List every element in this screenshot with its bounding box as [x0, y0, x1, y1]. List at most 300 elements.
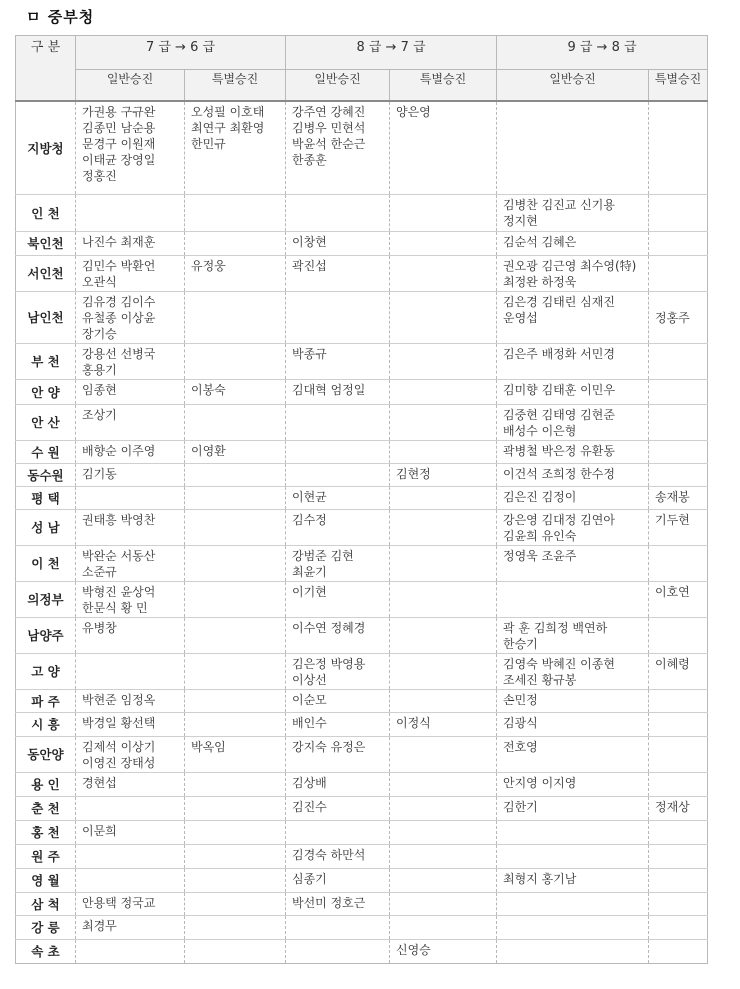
name-cell [76, 255, 185, 291]
name-cell [497, 712, 649, 736]
name-list [286, 405, 389, 408]
name-cell [76, 653, 185, 689]
region-name: 지방청 [16, 101, 76, 194]
name-cell [390, 509, 497, 545]
table-row [16, 892, 708, 915]
name-list [649, 893, 707, 896]
name-list: 박현준 임정옥 [82, 692, 156, 707]
name-cell [76, 581, 185, 617]
name-list: 이봉숙 [191, 382, 226, 397]
name-list [649, 618, 707, 621]
name-list: 김현정 [396, 466, 431, 481]
name-cell [390, 291, 497, 343]
name-list [185, 195, 285, 198]
table-row [16, 915, 708, 939]
name-list [649, 940, 707, 943]
name-list: 신영승 [396, 942, 431, 957]
table-row [16, 868, 708, 892]
name-list [185, 797, 285, 800]
region-name: 인 천 [16, 194, 76, 231]
name-cell [497, 545, 649, 581]
name-cell [286, 653, 390, 689]
name-list: 김영숙 박혜진 이종현 조세진 황규봉 [503, 656, 615, 687]
sub-header: 일반승진 [286, 70, 390, 102]
name-list [390, 893, 496, 896]
name-cell [76, 379, 185, 404]
name-cell [185, 486, 286, 509]
name-list: 김미향 김태훈 이민우 [503, 382, 615, 397]
name-cell [76, 194, 185, 231]
name-cell [497, 772, 649, 796]
name-cell [649, 689, 708, 712]
name-list [649, 256, 707, 259]
name-list [649, 195, 707, 198]
name-list [390, 821, 496, 824]
name-list: 이기현 [292, 584, 327, 599]
name-list [497, 893, 648, 896]
name-list [390, 441, 496, 444]
name-cell [497, 736, 649, 772]
region-name: 용 인 [16, 772, 76, 796]
name-cell [286, 379, 390, 404]
name-list [185, 582, 285, 585]
name-list: 이호연 [655, 584, 690, 599]
table-row [16, 291, 708, 343]
name-cell [649, 892, 708, 915]
name-cell [286, 736, 390, 772]
region-name: 파 주 [16, 689, 76, 712]
name-cell [390, 404, 497, 440]
table-row [16, 581, 708, 617]
name-list: 이정식 [396, 715, 431, 730]
name-cell [497, 581, 649, 617]
name-list: 경현섭 [82, 775, 117, 790]
name-list [390, 797, 496, 800]
name-list [76, 654, 184, 657]
name-cell [497, 440, 649, 463]
name-list: 강용선 선병국 홍용기 [82, 346, 156, 377]
region-name: 부 천 [16, 343, 76, 379]
table-row [16, 343, 708, 379]
name-cell [185, 736, 286, 772]
name-list [649, 713, 707, 716]
name-cell [497, 291, 649, 343]
name-list: 강은영 김대정 김연아 김윤희 유인숙 [503, 512, 615, 543]
name-cell [286, 255, 390, 291]
name-cell [649, 939, 708, 963]
name-list [390, 510, 496, 513]
region-name: 안 양 [16, 379, 76, 404]
name-cell [390, 689, 497, 712]
name-list [390, 869, 496, 872]
table-row [16, 712, 708, 736]
name-list [649, 690, 707, 693]
name-cell [286, 772, 390, 796]
region-name: 시 흥 [16, 712, 76, 736]
name-list: 권태흥 박영찬 [82, 512, 156, 527]
name-cell [390, 868, 497, 892]
table-row [16, 379, 708, 404]
name-list [497, 102, 648, 105]
region-name: 안 산 [16, 404, 76, 440]
name-cell [286, 915, 390, 939]
name-list: 심종기 [292, 871, 327, 886]
grade-group-header: 8 급 → 7 급 [286, 36, 497, 70]
name-cell [185, 509, 286, 545]
table-row [16, 255, 708, 291]
region-name: 동안양 [16, 736, 76, 772]
name-cell [497, 343, 649, 379]
name-cell [390, 844, 497, 868]
name-list: 정재상 [655, 799, 690, 814]
name-cell [185, 255, 286, 291]
region-name: 속 초 [16, 939, 76, 963]
name-cell [76, 939, 185, 963]
name-list: 김경숙 하만석 [292, 847, 366, 862]
name-list [185, 618, 285, 621]
table-row [16, 796, 708, 820]
name-cell [185, 463, 286, 486]
name-list: 나진수 최재훈 [82, 234, 156, 249]
name-list [390, 380, 496, 383]
name-list: 가권용 구규완 김종민 남순용 문경구 이원재 이태균 장영일 정홍진 [82, 105, 156, 183]
name-cell [497, 463, 649, 486]
name-cell [497, 509, 649, 545]
name-list [286, 821, 389, 824]
name-cell [390, 939, 497, 963]
name-list [286, 441, 389, 444]
name-list [649, 405, 707, 408]
name-list [649, 916, 707, 919]
name-list: 정홍주 [655, 310, 690, 325]
name-cell [390, 545, 497, 581]
name-cell [76, 772, 185, 796]
name-list [649, 344, 707, 347]
table-row [16, 820, 708, 844]
name-list [185, 940, 285, 943]
region-name: 동수원 [16, 463, 76, 486]
name-cell [76, 796, 185, 820]
name-list: 김대혁 엄정일 [292, 382, 366, 397]
name-cell [76, 820, 185, 844]
name-cell [649, 653, 708, 689]
name-list: 강주연 강혜진 김병우 민현석 박윤석 한순근 한종훈 [292, 105, 366, 167]
table-row [16, 689, 708, 712]
name-list [390, 845, 496, 848]
name-cell [76, 736, 185, 772]
name-list: 양은영 [396, 105, 431, 119]
promotion-table [15, 35, 708, 964]
name-list [390, 232, 496, 235]
region-name: 서인천 [16, 255, 76, 291]
name-list: 최경무 [82, 918, 117, 933]
name-cell [390, 343, 497, 379]
name-list [185, 654, 285, 657]
name-cell [649, 736, 708, 772]
name-list: 김유경 김이수 유철종 이상윤 장기승 [82, 294, 156, 341]
sub-header: 특별승진 [185, 70, 286, 102]
name-list [649, 869, 707, 872]
name-cell [497, 689, 649, 712]
region-name: 남양주 [16, 617, 76, 653]
name-cell [649, 404, 708, 440]
grade-group-header: 9 급 → 8 급 [497, 36, 708, 70]
name-cell [76, 343, 185, 379]
name-list [649, 380, 707, 383]
name-cell [185, 796, 286, 820]
name-cell [497, 820, 649, 844]
table-row [16, 509, 708, 545]
name-cell [76, 844, 185, 868]
name-list [185, 405, 285, 408]
name-list: 배향순 이주영 [82, 443, 156, 458]
name-cell [185, 915, 286, 939]
name-list [649, 102, 707, 105]
name-cell [286, 463, 390, 486]
name-list [390, 618, 496, 621]
name-list: 김순석 김혜은 [503, 234, 577, 249]
name-cell [286, 689, 390, 712]
name-cell [185, 379, 286, 404]
region-name: 평 택 [16, 486, 76, 509]
name-list: 박형진 윤상억 한문식 황 민 [82, 584, 156, 615]
name-cell [649, 194, 708, 231]
name-list [76, 845, 184, 848]
name-list [76, 195, 184, 198]
name-list [497, 916, 648, 919]
name-cell [649, 915, 708, 939]
region-name: 고 양 [16, 653, 76, 689]
name-cell [497, 844, 649, 868]
name-list: 김은정 박영용 이상선 [292, 656, 366, 687]
name-cell [185, 868, 286, 892]
name-cell [286, 892, 390, 915]
name-list [185, 845, 285, 848]
name-cell [185, 440, 286, 463]
name-list [390, 582, 496, 585]
name-cell [286, 712, 390, 736]
section-title: ㅁ 중부청 [26, 8, 95, 26]
name-list [185, 232, 285, 235]
table-row [16, 463, 708, 486]
name-list [76, 487, 184, 490]
name-list: 곽병철 박은정 유환동 [503, 443, 615, 458]
name-cell [497, 653, 649, 689]
grade-group-header: 7 급 → 6 급 [76, 36, 286, 70]
name-cell [390, 379, 497, 404]
name-cell [185, 101, 286, 194]
sub-header: 특별승진 [390, 70, 497, 102]
region-name: 춘 천 [16, 796, 76, 820]
name-cell [76, 291, 185, 343]
name-list [497, 582, 648, 585]
name-list [185, 916, 285, 919]
name-cell [286, 939, 390, 963]
name-cell [390, 255, 497, 291]
name-cell [649, 868, 708, 892]
region-name: 남인천 [16, 291, 76, 343]
name-cell [390, 892, 497, 915]
name-cell [286, 194, 390, 231]
name-list: 권오광 김근영 최수영(特) 최정완 하정욱 [503, 258, 637, 289]
name-cell [286, 796, 390, 820]
name-list: 곽 훈 김희정 백연하 한승기 [503, 620, 608, 651]
name-cell [649, 796, 708, 820]
name-list [185, 893, 285, 896]
table-row [16, 653, 708, 689]
name-list [649, 546, 707, 549]
name-cell [649, 231, 708, 255]
name-cell [286, 343, 390, 379]
name-cell [185, 194, 286, 231]
name-list: 최형지 홍기남 [503, 871, 577, 886]
name-list [286, 195, 389, 198]
name-cell [185, 844, 286, 868]
name-list: 김중현 김태영 김현준 배성수 이은형 [503, 407, 615, 438]
name-cell [649, 101, 708, 194]
name-list: 송재봉 [655, 489, 690, 504]
name-list [390, 405, 496, 408]
name-cell [286, 581, 390, 617]
name-cell [649, 255, 708, 291]
name-cell [286, 101, 390, 194]
name-list: 강지숙 유정은 [292, 739, 366, 754]
region-name: 이 천 [16, 545, 76, 581]
name-cell [390, 101, 497, 194]
name-list: 유정웅 [191, 258, 226, 273]
table-row [16, 617, 708, 653]
name-list [286, 940, 389, 943]
table-body [16, 101, 708, 963]
name-cell [185, 939, 286, 963]
table-row [16, 736, 708, 772]
name-list [649, 773, 707, 776]
name-cell [76, 892, 185, 915]
name-cell [497, 101, 649, 194]
name-cell [286, 844, 390, 868]
region-name: 북인천 [16, 231, 76, 255]
region-name: 수 원 [16, 440, 76, 463]
table-row [16, 440, 708, 463]
region-name: 홍 천 [16, 820, 76, 844]
name-list: 김은진 김정이 [503, 489, 577, 504]
name-list [185, 487, 285, 490]
region-name: 강 릉 [16, 915, 76, 939]
name-list [390, 654, 496, 657]
name-list: 이혜령 [655, 656, 690, 671]
name-cell [649, 463, 708, 486]
name-cell [185, 545, 286, 581]
name-list [390, 487, 496, 490]
name-list [649, 737, 707, 740]
name-cell [497, 892, 649, 915]
name-list [185, 773, 285, 776]
name-cell [649, 440, 708, 463]
sub-header: 일반승진 [76, 70, 185, 102]
name-cell [185, 892, 286, 915]
name-list [185, 344, 285, 347]
name-cell [390, 712, 497, 736]
name-cell [390, 581, 497, 617]
name-cell [76, 231, 185, 255]
name-cell [497, 379, 649, 404]
name-cell [185, 772, 286, 796]
name-list [390, 292, 496, 295]
name-list: 전호영 [503, 739, 538, 754]
name-list: 김상배 [292, 775, 327, 790]
name-list [649, 464, 707, 467]
table-row [16, 404, 708, 440]
name-list [497, 940, 648, 943]
name-list: 김민수 박환언 오관식 [82, 258, 156, 289]
name-cell [286, 820, 390, 844]
name-list [390, 737, 496, 740]
name-cell [390, 617, 497, 653]
name-cell [76, 712, 185, 736]
name-list [390, 546, 496, 549]
name-list: 김제석 이상기 이영진 장태성 [82, 739, 156, 770]
name-cell [649, 581, 708, 617]
sub-header: 일반승진 [497, 70, 649, 102]
name-list [497, 845, 648, 848]
name-list [286, 916, 389, 919]
name-cell [286, 291, 390, 343]
name-cell [649, 379, 708, 404]
name-cell [497, 255, 649, 291]
name-list [390, 256, 496, 259]
name-list: 이영환 [191, 443, 226, 458]
name-list: 박종규 [292, 346, 327, 361]
name-list: 김광식 [503, 715, 538, 730]
name-cell [497, 486, 649, 509]
name-cell [390, 231, 497, 255]
name-cell [76, 617, 185, 653]
name-list [76, 797, 184, 800]
name-list [649, 845, 707, 848]
name-list: 배인수 [292, 715, 327, 730]
name-cell [390, 915, 497, 939]
name-cell [390, 736, 497, 772]
region-name: 성 남 [16, 509, 76, 545]
name-list [185, 464, 285, 467]
name-list: 기두현 [655, 512, 690, 527]
table-row [16, 194, 708, 231]
name-cell [286, 486, 390, 509]
name-cell [185, 820, 286, 844]
name-cell [497, 868, 649, 892]
name-cell [76, 486, 185, 509]
name-list: 이현균 [292, 489, 327, 504]
name-list: 김병찬 김진교 신기용 정지현 [503, 197, 615, 228]
name-cell [76, 463, 185, 486]
name-list [185, 869, 285, 872]
name-list: 안지영 이지영 [503, 775, 577, 790]
name-cell [286, 509, 390, 545]
name-list: 김한기 [503, 799, 538, 814]
table-row [16, 844, 708, 868]
name-cell [497, 404, 649, 440]
name-list: 이순모 [292, 692, 327, 707]
name-list: 김은경 김태린 심재진 운영섭 [503, 294, 615, 325]
name-cell [649, 291, 708, 343]
name-list [286, 292, 389, 295]
name-list: 조상기 [82, 407, 117, 422]
name-list: 강범준 김현 최윤기 [292, 548, 354, 579]
name-cell [649, 486, 708, 509]
name-list [390, 690, 496, 693]
name-cell [390, 463, 497, 486]
name-cell [185, 712, 286, 736]
